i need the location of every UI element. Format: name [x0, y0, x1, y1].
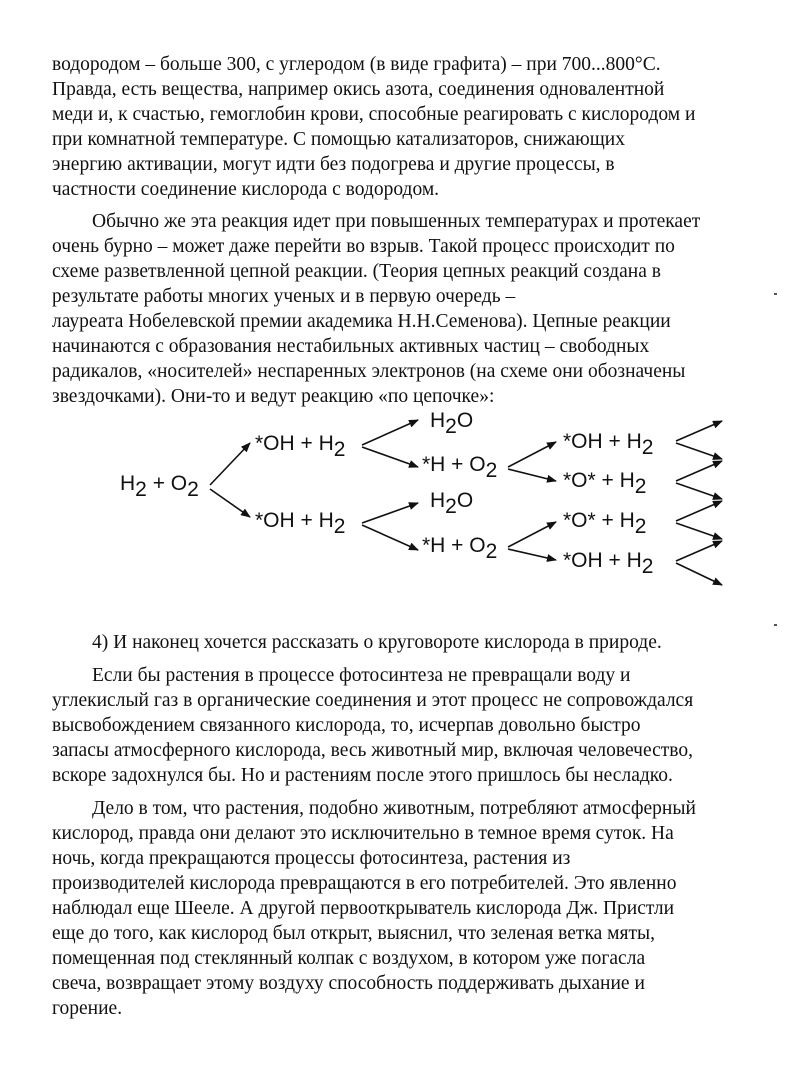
text-line: 4) И наконец хочется рассказать о круговороте кислорода в природе.	[92, 632, 662, 653]
scan-speck	[774, 293, 777, 295]
arrow-h-o-upper	[508, 469, 556, 481]
arrow-h-oh-lower	[508, 549, 556, 560]
arrow-fork-4b	[676, 563, 722, 585]
text-line: энергию активации, могут идти без подогрева и другие процессы, в	[52, 154, 615, 175]
arrow-start-up	[210, 443, 250, 485]
text-line: результате работы многих ученых и в первую очередь –	[52, 286, 516, 307]
text-line: свеча, возвращает этому воздуху способность поддерживать дыхание и	[52, 973, 645, 994]
oh-h2-right-1: *OH + H2	[563, 430, 654, 459]
text-line: при комнатной температуре. С помощью катализаторов, снижающих	[52, 129, 625, 150]
scan-speck	[774, 624, 777, 626]
text-line: производителей кислорода превращаются в его потребителей. Это явленно	[52, 873, 677, 894]
arrow-upper-h2o	[362, 420, 418, 445]
arrow-fork-2a	[676, 461, 722, 481]
text-line: горение.	[52, 998, 123, 1019]
text-line: начинаются с образования нестабильных активных частиц – свободных	[52, 336, 650, 357]
arrow-lower-h	[362, 525, 418, 550]
text-line: частности соединение кислорода с водородом.	[52, 179, 440, 200]
arrow-fork-4a	[676, 541, 722, 561]
text-line: Правда, есть вещества, например окись азота, соединения одновалентной	[52, 79, 665, 100]
text-line: лауреата Нобелевской премии академика Н.Н.Семенова). Цепные реакции	[52, 311, 671, 332]
o-h2-right-3: *O* + H2	[563, 509, 647, 538]
h2o-upper: H2O	[430, 409, 474, 438]
arrow-h-oh-upper	[508, 442, 556, 467]
chain-reaction-scheme	[0, 395, 800, 605]
oh-h2-upper: *OH + H2	[255, 432, 346, 461]
text-line: углекислый газ в органические соединения и этот процесс не сопровождался	[52, 690, 694, 711]
arrow-fork-1b	[676, 443, 722, 459]
text-line: еще до того, как кислород был открыт, выяснил, что зеленая ветка мяты,	[52, 923, 655, 944]
oh-h2-lower: *OH + H2	[255, 509, 346, 538]
text-line: радикалов, «носителей» неспаренных электронов (на схеме они обозначены	[52, 361, 686, 382]
oh-h2-right-4: *OH + H2	[563, 549, 654, 578]
text-line: запасы атмосферного кислорода, весь животный мир, включая человечество,	[52, 740, 693, 761]
reactants-label: H2 + O2	[120, 472, 199, 501]
arrow-fork-3b	[676, 523, 722, 539]
text-line: очень бурно – может даже перейти во взрыв. Такой процесс происходит по	[52, 236, 675, 257]
arrow-fork-3a	[676, 501, 722, 521]
text-line: наблюдал еще Шееле. А другой первооткрыватель кислорода Дж. Пристли	[52, 898, 675, 919]
text-line: ночь, когда прекращаются процессы фотосинтеза, растения из	[52, 848, 571, 869]
text-line: меди и, к счастью, гемоглобин крови, способные реагировать с кислородом и	[52, 104, 696, 125]
h-o2-upper: *H + O2	[422, 453, 498, 482]
text-line: кислород, правда они делают это исключительно в темное время суток. На	[52, 823, 674, 844]
h-o2-lower: *H + O2	[422, 534, 498, 563]
arrow-h-o-lower	[508, 522, 556, 547]
text-line: Если бы растения в процессе фотосинтеза не превращали воду и	[92, 665, 631, 686]
text-line: Дело в том, что растения, подобно животным, потребляют атмосферный	[92, 798, 696, 819]
arrow-fork-1a	[676, 421, 722, 441]
text-line: помещенная под стеклянный колпак с воздухом, в котором уже погасла	[52, 948, 646, 969]
o-h2-right-2: *O* + H2	[563, 469, 647, 498]
h2o-lower: H2O	[430, 489, 474, 518]
arrow-upper-h	[362, 447, 418, 467]
arrow-lower-h2o	[362, 503, 418, 523]
text-line: звездочками). Они-то и ведут реакцию «по цепочке»:	[52, 386, 495, 407]
arrow-fork-2b	[676, 483, 722, 499]
text-line: вскоре задохнулся бы. Но и растениям после этого пришлось бы несладко.	[52, 765, 673, 786]
text-line: Обычно же эта реакция идет при повышенных температурах и протекает	[92, 211, 701, 232]
text-line: высвобождением связанного кислорода, то, исчерпав довольно быстро	[52, 715, 641, 736]
text-line: схеме разветвленной цепной реакции. (Теория цепных реакций создана в	[52, 261, 661, 282]
text-line: водородом – больше 300, с углеродом (в виде графита) – при 700...800°С.	[52, 54, 661, 75]
arrow-start-down	[210, 489, 250, 517]
